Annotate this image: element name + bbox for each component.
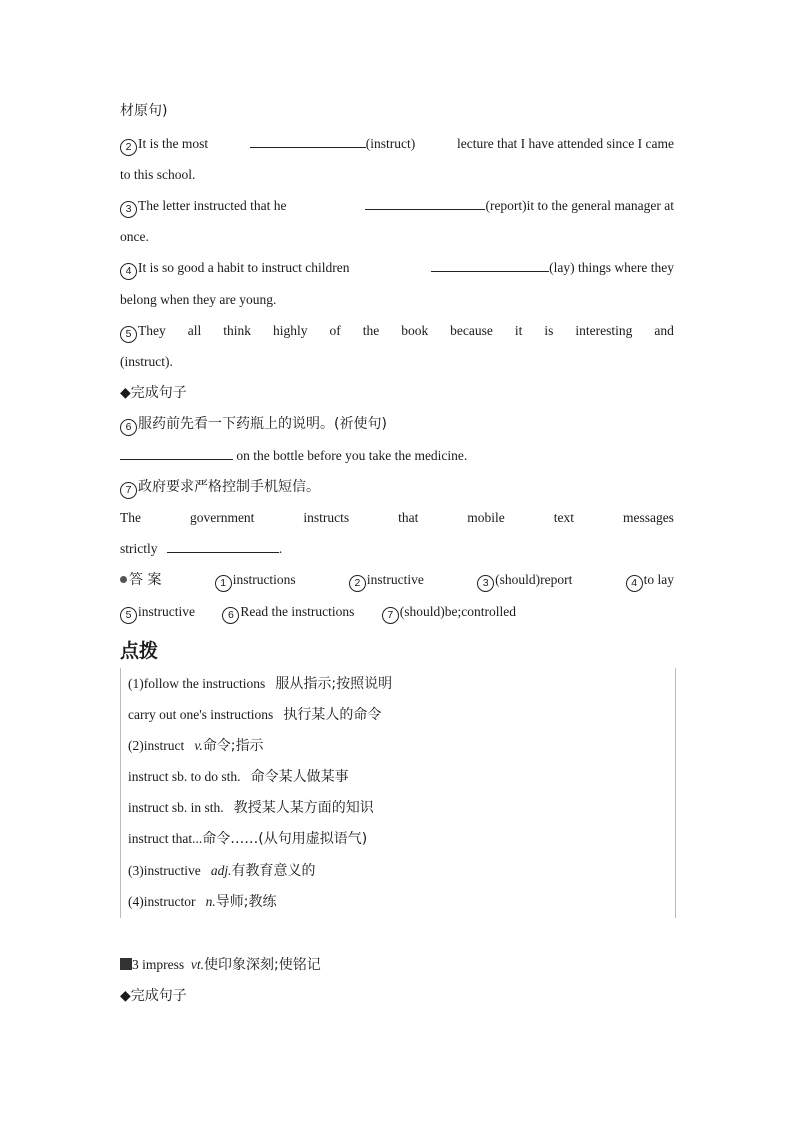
answer-icon — [120, 576, 127, 583]
question-6-prompt: 6 服药前先看一下药瓶上的说明。(祈使句) — [120, 414, 674, 436]
question-7-prompt: 7 政府要求严格控制手机短信。 — [120, 477, 674, 499]
answer-line-2: 5 instructive 6 Read the instructions 7 (should)be;controlled — [120, 602, 674, 624]
question-2-line-1: 2 It is the most (instruct) lecture that I have attended since I came — [120, 134, 674, 156]
tips-box — [120, 668, 676, 918]
tip-row: instruct that...命令……(从句用虚拟语气) — [128, 831, 368, 847]
number-circle: 5 — [120, 326, 137, 343]
question-6-answer-line: on the bottle before you take the medicine. — [120, 446, 674, 466]
entry-3-heading: 3 impress vt.使印象深刻;使铭记 — [120, 955, 674, 975]
number-circle: 3 — [120, 201, 137, 218]
section-complete-sentences-2: ◆完成句子 — [120, 988, 187, 1004]
question-3-line-1: 3 The letter instructed that he (report)it to the general manager at — [120, 196, 674, 218]
answer-label: 答 案 — [120, 570, 161, 592]
answer-line-1: 答 案 1 instructions 2 instructive 3 (should)report 4 to lay — [120, 570, 674, 592]
tip-row: (1)follow the instructions 服从指示;按照说明 — [128, 676, 393, 692]
number-circle: 2 — [120, 139, 137, 156]
question-7-line-2: strictly . — [120, 541, 283, 556]
question-4-line-2: belong when they are young. — [120, 292, 277, 307]
answer-blank[interactable] — [167, 540, 279, 553]
answer-blank[interactable] — [431, 259, 549, 272]
tip-row: (3)instructive adj.有教育意义的 — [128, 863, 316, 879]
tip-row: instruct sb. to do sth. 命令某人做某事 — [128, 769, 349, 785]
number-circle: 4 — [120, 263, 137, 280]
tip-row: carry out one's instructions 执行某人的命令 — [128, 707, 382, 723]
number-circle: 7 — [120, 482, 137, 499]
tip-row: instruct sb. in sth. 教授某人某方面的知识 — [128, 800, 374, 816]
section-complete-sentences: ◆完成句子 — [120, 385, 187, 401]
number-circle: 6 — [120, 419, 137, 436]
question-2-line-2: to this school. — [120, 167, 196, 182]
tip-row: (2)instruct v.命令;指示 — [128, 738, 264, 754]
top-fragment: 材原句) — [120, 103, 168, 119]
answer-blank[interactable] — [120, 447, 233, 460]
question-3-line-2: once. — [120, 229, 149, 244]
tips-heading: 点拨 — [120, 640, 159, 662]
question-5-line-1: 5 They all think highly of the book because it is interesting and — [120, 321, 674, 343]
question-4-line-1: 4 It is so good a habit to instruct children (lay) things where they — [120, 258, 674, 280]
square-bullet-icon — [120, 958, 132, 970]
answer-blank[interactable] — [250, 135, 366, 148]
tip-row: (4)instructor n.导师;教练 — [128, 894, 277, 910]
question-7-line-1: The government instructs that mobile text messages — [120, 510, 674, 525]
answer-blank[interactable] — [365, 197, 485, 210]
question-5-line-2: (instruct). — [120, 354, 173, 369]
